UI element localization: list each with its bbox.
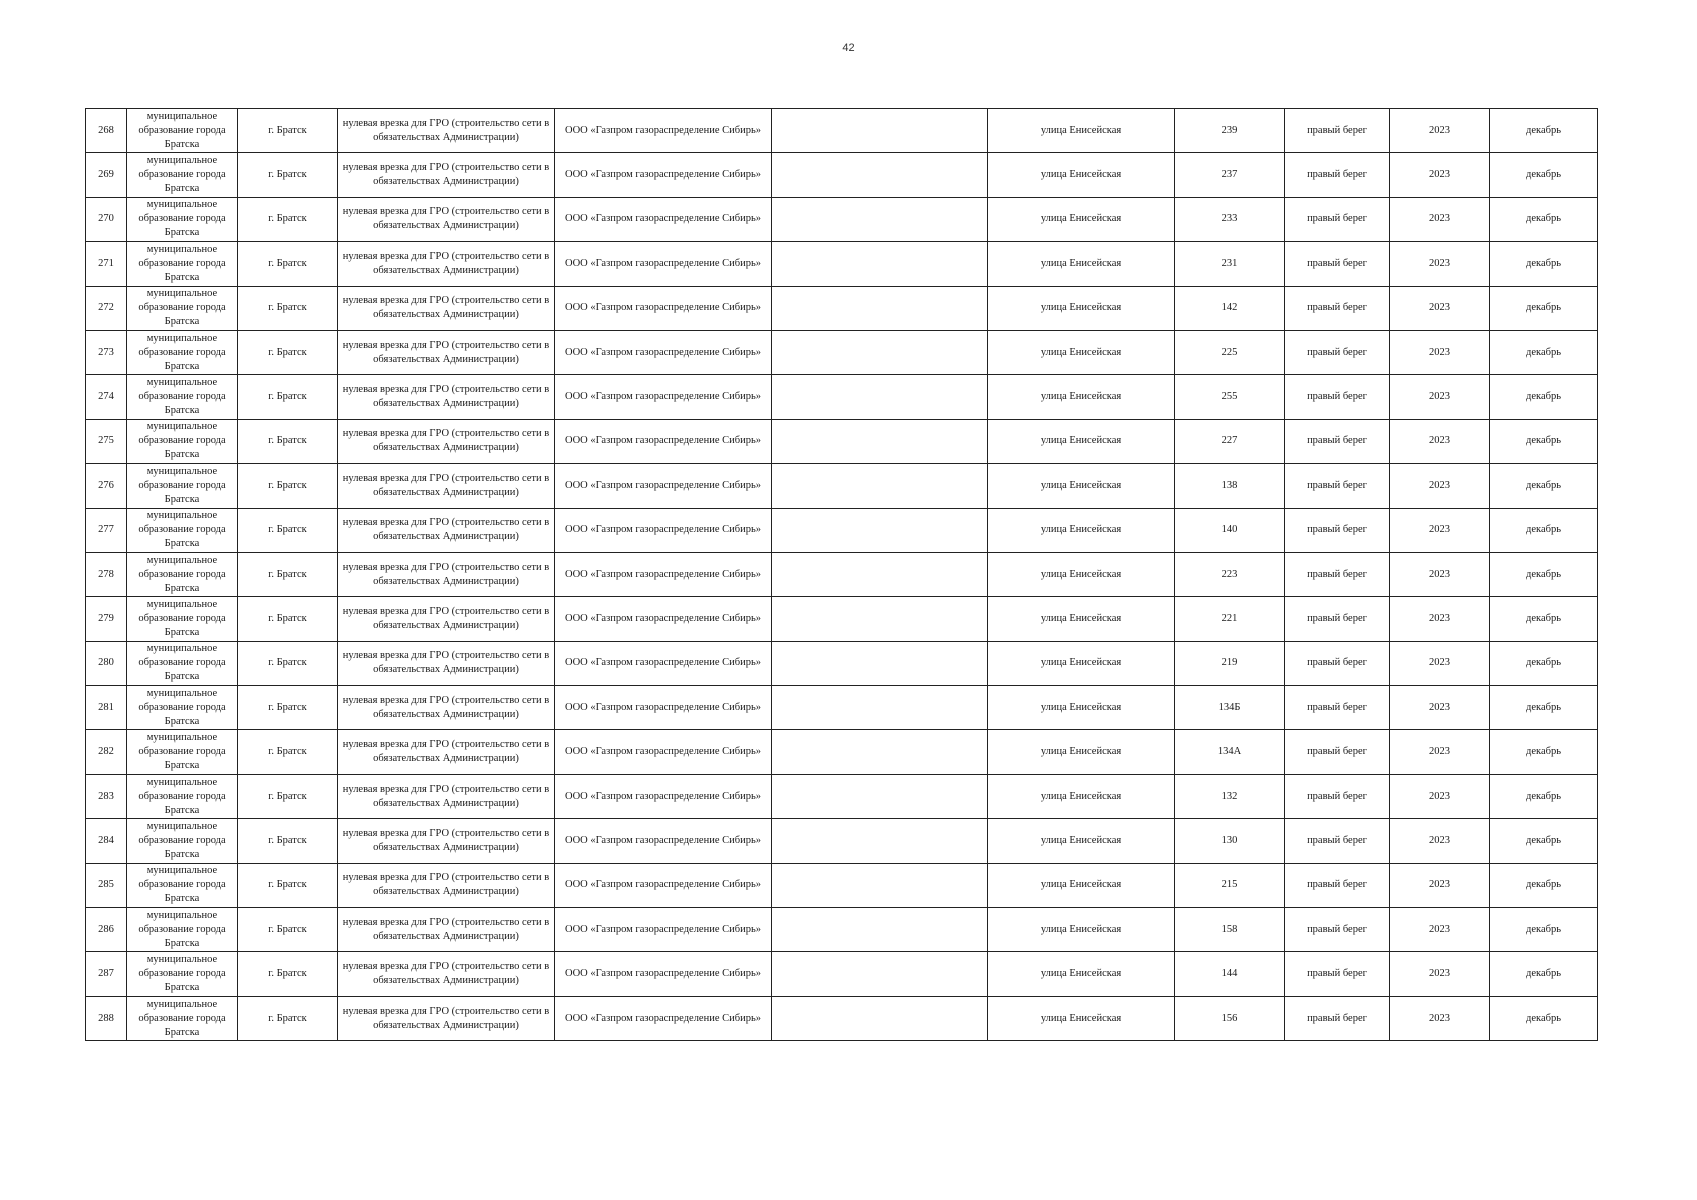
table-row [86, 464, 1598, 508]
street-cell: улица Енисейская [988, 774, 1175, 818]
owner-cell: муниципальное образование города Братска [127, 996, 238, 1040]
street-cell: улица Енисейская [988, 197, 1175, 241]
contractor-cell: ООО «Газпром газораспределение Сибирь» [555, 686, 772, 730]
work-type-cell: нулевая врезка для ГРО (строительство сети в обязательствах Администрации) [338, 908, 555, 952]
year-cell: 2023 [1390, 419, 1490, 463]
year-cell: 2023 [1390, 464, 1490, 508]
work-type-cell: нулевая врезка для ГРО (строительство сети в обязательствах Администрации) [338, 597, 555, 641]
empty-cell [772, 730, 988, 774]
table-row [86, 908, 1598, 952]
city-cell: г. Братск [238, 286, 338, 330]
row-number-cell: 270 [86, 197, 127, 241]
river-bank-cell: правый берег [1285, 109, 1390, 153]
street-cell: улица Енисейская [988, 242, 1175, 286]
year-cell: 2023 [1390, 952, 1490, 996]
year-cell: 2023 [1390, 197, 1490, 241]
street-cell: улица Енисейская [988, 419, 1175, 463]
year-cell: 2023 [1390, 686, 1490, 730]
owner-cell: муниципальное образование города Братска [127, 286, 238, 330]
page-number: 42 [842, 42, 855, 54]
empty-cell [772, 330, 988, 374]
row-number-cell: 279 [86, 597, 127, 641]
row-number-cell: 284 [86, 819, 127, 863]
work-type-cell: нулевая врезка для ГРО (строительство сети в обязательствах Администрации) [338, 819, 555, 863]
empty-cell [772, 508, 988, 552]
house-number-cell: 142 [1175, 286, 1285, 330]
work-type-cell: нулевая врезка для ГРО (строительство сети в обязательствах Администрации) [338, 996, 555, 1040]
river-bank-cell: правый берег [1285, 330, 1390, 374]
contractor-cell: ООО «Газпром газораспределение Сибирь» [555, 597, 772, 641]
river-bank-cell: правый берег [1285, 242, 1390, 286]
month-cell: декабрь [1490, 464, 1598, 508]
house-number-cell: 231 [1175, 242, 1285, 286]
month-cell: декабрь [1490, 996, 1598, 1040]
contractor-cell: ООО «Газпром газораспределение Сибирь» [555, 419, 772, 463]
empty-cell [772, 686, 988, 730]
empty-cell [772, 197, 988, 241]
empty-cell [772, 863, 988, 907]
row-number-cell: 287 [86, 952, 127, 996]
contractor-cell: ООО «Газпром газораспределение Сибирь» [555, 774, 772, 818]
year-cell: 2023 [1390, 730, 1490, 774]
month-cell: декабрь [1490, 730, 1598, 774]
table-row [86, 286, 1598, 330]
work-type-cell: нулевая врезка для ГРО (строительство сети в обязательствах Администрации) [338, 286, 555, 330]
street-cell: улица Енисейская [988, 508, 1175, 552]
row-number-cell: 281 [86, 686, 127, 730]
year-cell: 2023 [1390, 908, 1490, 952]
work-type-cell: нулевая врезка для ГРО (строительство сети в обязательствах Администрации) [338, 863, 555, 907]
city-cell: г. Братск [238, 109, 338, 153]
contractor-cell: ООО «Газпром газораспределение Сибирь» [555, 996, 772, 1040]
table-row [86, 641, 1598, 685]
row-number-cell: 272 [86, 286, 127, 330]
street-cell: улица Енисейская [988, 863, 1175, 907]
city-cell: г. Братск [238, 330, 338, 374]
city-cell: г. Братск [238, 908, 338, 952]
owner-cell: муниципальное образование города Братска [127, 730, 238, 774]
empty-cell [772, 419, 988, 463]
river-bank-cell: правый берег [1285, 863, 1390, 907]
table-row [86, 109, 1598, 153]
city-cell: г. Братск [238, 419, 338, 463]
river-bank-cell: правый берег [1285, 419, 1390, 463]
river-bank-cell: правый берег [1285, 508, 1390, 552]
owner-cell: муниципальное образование города Братска [127, 819, 238, 863]
house-number-cell: 219 [1175, 641, 1285, 685]
month-cell: декабрь [1490, 197, 1598, 241]
house-number-cell: 239 [1175, 109, 1285, 153]
street-cell: улица Енисейская [988, 375, 1175, 419]
empty-cell [772, 109, 988, 153]
year-cell: 2023 [1390, 774, 1490, 818]
river-bank-cell: правый берег [1285, 908, 1390, 952]
work-type-cell: нулевая врезка для ГРО (строительство сети в обязательствах Администрации) [338, 375, 555, 419]
table-row [86, 597, 1598, 641]
month-cell: декабрь [1490, 686, 1598, 730]
empty-cell [772, 552, 988, 596]
year-cell: 2023 [1390, 242, 1490, 286]
city-cell: г. Братск [238, 996, 338, 1040]
city-cell: г. Братск [238, 375, 338, 419]
row-number-cell: 283 [86, 774, 127, 818]
year-cell: 2023 [1390, 996, 1490, 1040]
street-cell: улица Енисейская [988, 641, 1175, 685]
street-cell: улица Енисейская [988, 730, 1175, 774]
month-cell: декабрь [1490, 908, 1598, 952]
month-cell: декабрь [1490, 863, 1598, 907]
owner-cell: муниципальное образование города Братска [127, 464, 238, 508]
owner-cell: муниципальное образование города Братска [127, 552, 238, 596]
house-number-cell: 138 [1175, 464, 1285, 508]
contractor-cell: ООО «Газпром газораспределение Сибирь» [555, 552, 772, 596]
owner-cell: муниципальное образование города Братска [127, 375, 238, 419]
contractor-cell: ООО «Газпром газораспределение Сибирь» [555, 375, 772, 419]
work-type-cell: нулевая врезка для ГРО (строительство сети в обязательствах Администрации) [338, 552, 555, 596]
row-number-cell: 280 [86, 641, 127, 685]
table-row [86, 686, 1598, 730]
month-cell: декабрь [1490, 153, 1598, 197]
house-number-cell: 221 [1175, 597, 1285, 641]
work-type-cell: нулевая врезка для ГРО (строительство сети в обязательствах Администрации) [338, 774, 555, 818]
empty-cell [772, 908, 988, 952]
empty-cell [772, 819, 988, 863]
city-cell: г. Братск [238, 153, 338, 197]
river-bank-cell: правый берег [1285, 952, 1390, 996]
owner-cell: муниципальное образование города Братска [127, 597, 238, 641]
house-number-cell: 158 [1175, 908, 1285, 952]
table-row [86, 153, 1598, 197]
street-cell: улица Енисейская [988, 952, 1175, 996]
river-bank-cell: правый берег [1285, 597, 1390, 641]
row-number-cell: 271 [86, 242, 127, 286]
year-cell: 2023 [1390, 153, 1490, 197]
street-cell: улица Енисейская [988, 464, 1175, 508]
work-type-cell: нулевая врезка для ГРО (строительство сети в обязательствах Администрации) [338, 730, 555, 774]
house-number-cell: 255 [1175, 375, 1285, 419]
empty-cell [772, 153, 988, 197]
contractor-cell: ООО «Газпром газораспределение Сибирь» [555, 952, 772, 996]
contractor-cell: ООО «Газпром газораспределение Сибирь» [555, 197, 772, 241]
table-row [86, 508, 1598, 552]
street-cell: улица Енисейская [988, 153, 1175, 197]
table-row [86, 197, 1598, 241]
contractor-cell: ООО «Газпром газораспределение Сибирь» [555, 464, 772, 508]
city-cell: г. Братск [238, 597, 338, 641]
owner-cell: муниципальное образование города Братска [127, 952, 238, 996]
row-number-cell: 286 [86, 908, 127, 952]
city-cell: г. Братск [238, 774, 338, 818]
city-cell: г. Братск [238, 863, 338, 907]
street-cell: улица Енисейская [988, 908, 1175, 952]
river-bank-cell: правый берег [1285, 552, 1390, 596]
empty-cell [772, 464, 988, 508]
river-bank-cell: правый берег [1285, 686, 1390, 730]
row-number-cell: 276 [86, 464, 127, 508]
row-number-cell: 285 [86, 863, 127, 907]
work-type-cell: нулевая врезка для ГРО (строительство сети в обязательствах Администрации) [338, 197, 555, 241]
contractor-cell: ООО «Газпром газораспределение Сибирь» [555, 286, 772, 330]
street-cell: улица Енисейская [988, 597, 1175, 641]
house-number-cell: 144 [1175, 952, 1285, 996]
river-bank-cell: правый берег [1285, 774, 1390, 818]
month-cell: декабрь [1490, 952, 1598, 996]
river-bank-cell: правый берег [1285, 464, 1390, 508]
city-cell: г. Братск [238, 730, 338, 774]
contractor-cell: ООО «Газпром газораспределение Сибирь» [555, 242, 772, 286]
owner-cell: муниципальное образование города Братска [127, 508, 238, 552]
empty-cell [772, 952, 988, 996]
house-number-cell: 134А [1175, 730, 1285, 774]
year-cell: 2023 [1390, 819, 1490, 863]
owner-cell: муниципальное образование города Братска [127, 153, 238, 197]
house-number-cell: 130 [1175, 819, 1285, 863]
empty-cell [772, 774, 988, 818]
owner-cell: муниципальное образование города Братска [127, 641, 238, 685]
table-row [86, 552, 1598, 596]
river-bank-cell: правый берег [1285, 996, 1390, 1040]
house-number-cell: 134Б [1175, 686, 1285, 730]
month-cell: декабрь [1490, 819, 1598, 863]
owner-cell: муниципальное образование города Братска [127, 863, 238, 907]
house-number-cell: 156 [1175, 996, 1285, 1040]
row-number-cell: 274 [86, 375, 127, 419]
table-row [86, 375, 1598, 419]
city-cell: г. Братск [238, 552, 338, 596]
work-type-cell: нулевая врезка для ГРО (строительство сети в обязательствах Администрации) [338, 641, 555, 685]
year-cell: 2023 [1390, 597, 1490, 641]
river-bank-cell: правый берег [1285, 153, 1390, 197]
city-cell: г. Братск [238, 508, 338, 552]
row-number-cell: 268 [86, 109, 127, 153]
house-number-cell: 215 [1175, 863, 1285, 907]
empty-cell [772, 996, 988, 1040]
row-number-cell: 288 [86, 996, 127, 1040]
month-cell: декабрь [1490, 242, 1598, 286]
row-number-cell: 282 [86, 730, 127, 774]
street-cell: улица Енисейская [988, 996, 1175, 1040]
contractor-cell: ООО «Газпром газораспределение Сибирь» [555, 908, 772, 952]
work-type-cell: нулевая врезка для ГРО (строительство сети в обязательствах Администрации) [338, 508, 555, 552]
house-number-cell: 225 [1175, 330, 1285, 374]
row-number-cell: 269 [86, 153, 127, 197]
year-cell: 2023 [1390, 330, 1490, 374]
table-row [86, 419, 1598, 463]
river-bank-cell: правый берег [1285, 641, 1390, 685]
empty-cell [772, 597, 988, 641]
row-number-cell: 278 [86, 552, 127, 596]
table-row [86, 996, 1598, 1040]
city-cell: г. Братск [238, 641, 338, 685]
contractor-cell: ООО «Газпром газораспределение Сибирь» [555, 153, 772, 197]
year-cell: 2023 [1390, 508, 1490, 552]
street-cell: улица Енисейская [988, 552, 1175, 596]
work-type-cell: нулевая врезка для ГРО (строительство сети в обязательствах Администрации) [338, 109, 555, 153]
river-bank-cell: правый берег [1285, 730, 1390, 774]
contractor-cell: ООО «Газпром газораспределение Сибирь» [555, 863, 772, 907]
contractor-cell: ООО «Газпром газораспределение Сибирь» [555, 730, 772, 774]
empty-cell [772, 641, 988, 685]
registry-table-body [86, 109, 1598, 1041]
row-number-cell: 273 [86, 330, 127, 374]
owner-cell: муниципальное образование города Братска [127, 109, 238, 153]
contractor-cell: ООО «Газпром газораспределение Сибирь» [555, 641, 772, 685]
year-cell: 2023 [1390, 641, 1490, 685]
street-cell: улица Енисейская [988, 109, 1175, 153]
house-number-cell: 223 [1175, 552, 1285, 596]
month-cell: декабрь [1490, 774, 1598, 818]
registry-table [85, 108, 1598, 1041]
contractor-cell: ООО «Газпром газораспределение Сибирь» [555, 330, 772, 374]
owner-cell: муниципальное образование города Братска [127, 330, 238, 374]
city-cell: г. Братск [238, 952, 338, 996]
city-cell: г. Братск [238, 464, 338, 508]
city-cell: г. Братск [238, 242, 338, 286]
work-type-cell: нулевая врезка для ГРО (строительство сети в обязательствах Администрации) [338, 952, 555, 996]
owner-cell: муниципальное образование города Братска [127, 242, 238, 286]
month-cell: декабрь [1490, 508, 1598, 552]
work-type-cell: нулевая врезка для ГРО (строительство сети в обязательствах Администрации) [338, 153, 555, 197]
owner-cell: муниципальное образование города Братска [127, 419, 238, 463]
house-number-cell: 132 [1175, 774, 1285, 818]
street-cell: улица Енисейская [988, 819, 1175, 863]
work-type-cell: нулевая врезка для ГРО (строительство сети в обязательствах Администрации) [338, 242, 555, 286]
contractor-cell: ООО «Газпром газораспределение Сибирь» [555, 109, 772, 153]
year-cell: 2023 [1390, 863, 1490, 907]
river-bank-cell: правый берег [1285, 286, 1390, 330]
work-type-cell: нулевая врезка для ГРО (строительство сети в обязательствах Администрации) [338, 330, 555, 374]
work-type-cell: нулевая врезка для ГРО (строительство сети в обязательствах Администрации) [338, 419, 555, 463]
city-cell: г. Братск [238, 819, 338, 863]
work-type-cell: нулевая врезка для ГРО (строительство сети в обязательствах Администрации) [338, 464, 555, 508]
contractor-cell: ООО «Газпром газораспределение Сибирь» [555, 508, 772, 552]
table-row [86, 242, 1598, 286]
house-number-cell: 233 [1175, 197, 1285, 241]
year-cell: 2023 [1390, 375, 1490, 419]
owner-cell: муниципальное образование города Братска [127, 197, 238, 241]
row-number-cell: 277 [86, 508, 127, 552]
owner-cell: муниципальное образование города Братска [127, 686, 238, 730]
city-cell: г. Братск [238, 686, 338, 730]
month-cell: декабрь [1490, 286, 1598, 330]
owner-cell: муниципальное образование города Братска [127, 908, 238, 952]
contractor-cell: ООО «Газпром газораспределение Сибирь» [555, 819, 772, 863]
owner-cell: муниципальное образование города Братска [127, 774, 238, 818]
empty-cell [772, 375, 988, 419]
house-number-cell: 140 [1175, 508, 1285, 552]
year-cell: 2023 [1390, 286, 1490, 330]
empty-cell [772, 286, 988, 330]
year-cell: 2023 [1390, 109, 1490, 153]
month-cell: декабрь [1490, 109, 1598, 153]
table-row [86, 774, 1598, 818]
month-cell: декабрь [1490, 552, 1598, 596]
table-row [86, 819, 1598, 863]
month-cell: декабрь [1490, 375, 1598, 419]
street-cell: улица Енисейская [988, 686, 1175, 730]
month-cell: декабрь [1490, 641, 1598, 685]
month-cell: декабрь [1490, 597, 1598, 641]
city-cell: г. Братск [238, 197, 338, 241]
year-cell: 2023 [1390, 552, 1490, 596]
street-cell: улица Енисейская [988, 330, 1175, 374]
table-row [86, 330, 1598, 374]
table-row [86, 952, 1598, 996]
row-number-cell: 275 [86, 419, 127, 463]
month-cell: декабрь [1490, 419, 1598, 463]
street-cell: улица Енисейская [988, 286, 1175, 330]
river-bank-cell: правый берег [1285, 197, 1390, 241]
house-number-cell: 227 [1175, 419, 1285, 463]
empty-cell [772, 242, 988, 286]
table-row [86, 730, 1598, 774]
table-row [86, 863, 1598, 907]
river-bank-cell: правый берег [1285, 819, 1390, 863]
work-type-cell: нулевая врезка для ГРО (строительство сети в обязательствах Администрации) [338, 686, 555, 730]
house-number-cell: 237 [1175, 153, 1285, 197]
month-cell: декабрь [1490, 330, 1598, 374]
river-bank-cell: правый берег [1285, 375, 1390, 419]
